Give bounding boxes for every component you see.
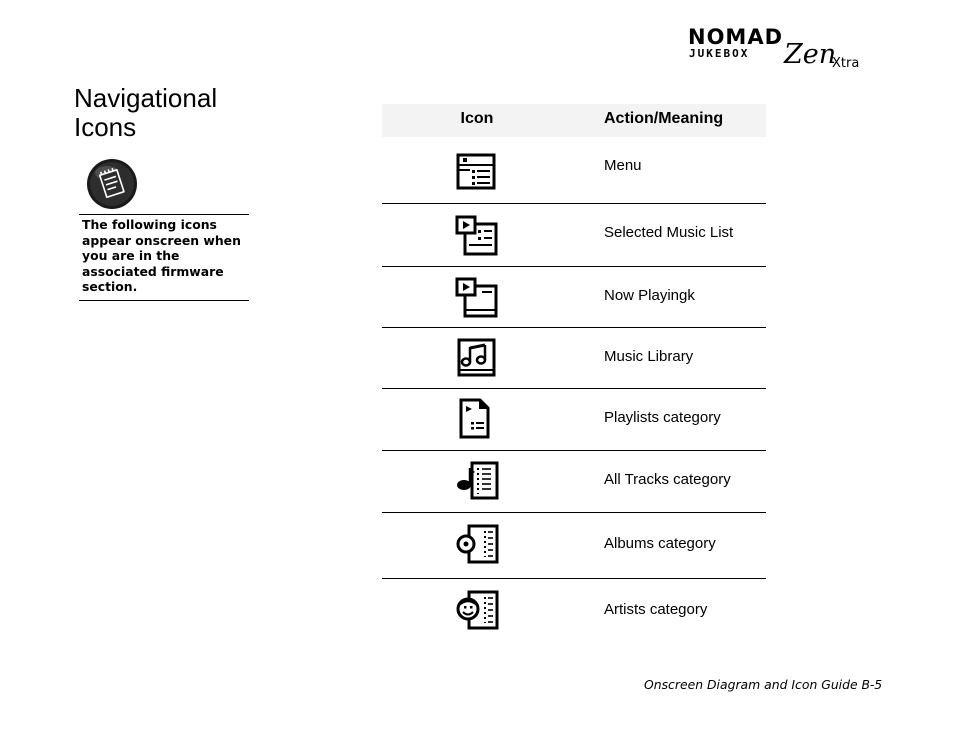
row-label-playlists-category: Playlists category [604, 409, 721, 426]
table-row [382, 204, 766, 267]
logo-jukebox-text: JUKEBOX [689, 47, 750, 60]
logo-nomad-text: NOMAD [688, 25, 784, 49]
menu-icon [454, 151, 500, 195]
row-label-all-tracks-category: All Tracks category [604, 471, 731, 488]
table-row [382, 513, 766, 579]
note-pad-icon [86, 158, 138, 210]
nomad-jukebox-zen-xtra-logo [688, 26, 868, 74]
row-label-selected-music-list: Selected Music List [604, 224, 734, 241]
artists-category-icon [454, 589, 500, 633]
row-label-artists-category: Artists category [604, 601, 708, 618]
header-action-meaning: Action/Meaning [604, 110, 724, 127]
table-header [382, 104, 766, 137]
row-label-music-library: Music Library [604, 348, 694, 365]
playlists-category-icon [454, 397, 500, 441]
table-row [382, 137, 766, 204]
music-library-icon [454, 336, 500, 380]
row-label-menu: Menu [604, 157, 642, 174]
table-row [382, 267, 766, 328]
all-tracks-category-icon [454, 460, 500, 504]
page-footer: Onscreen Diagram and Icon Guide B-5 [644, 677, 883, 692]
page-title: Navigational Icons [74, 83, 218, 142]
row-label-now-playing: Now Playingk [604, 287, 695, 304]
icon-table [382, 104, 766, 643]
row-label-albums-category: Albums category [604, 535, 716, 552]
table-row [382, 451, 766, 513]
logo-xtra-text: Xtra [832, 56, 860, 71]
now-playing-icon [454, 276, 500, 320]
albums-category-icon [454, 523, 500, 567]
table-row [382, 579, 766, 643]
logo-zen-text: Zen [784, 39, 837, 70]
table-row [382, 328, 766, 389]
note-text: The following icons appear onscreen when you are in the associated firmware section. [82, 217, 241, 294]
selected-music-list-icon [454, 214, 500, 258]
table-row [382, 389, 766, 451]
note-box [79, 214, 249, 301]
header-icon: Icon [460, 110, 494, 127]
